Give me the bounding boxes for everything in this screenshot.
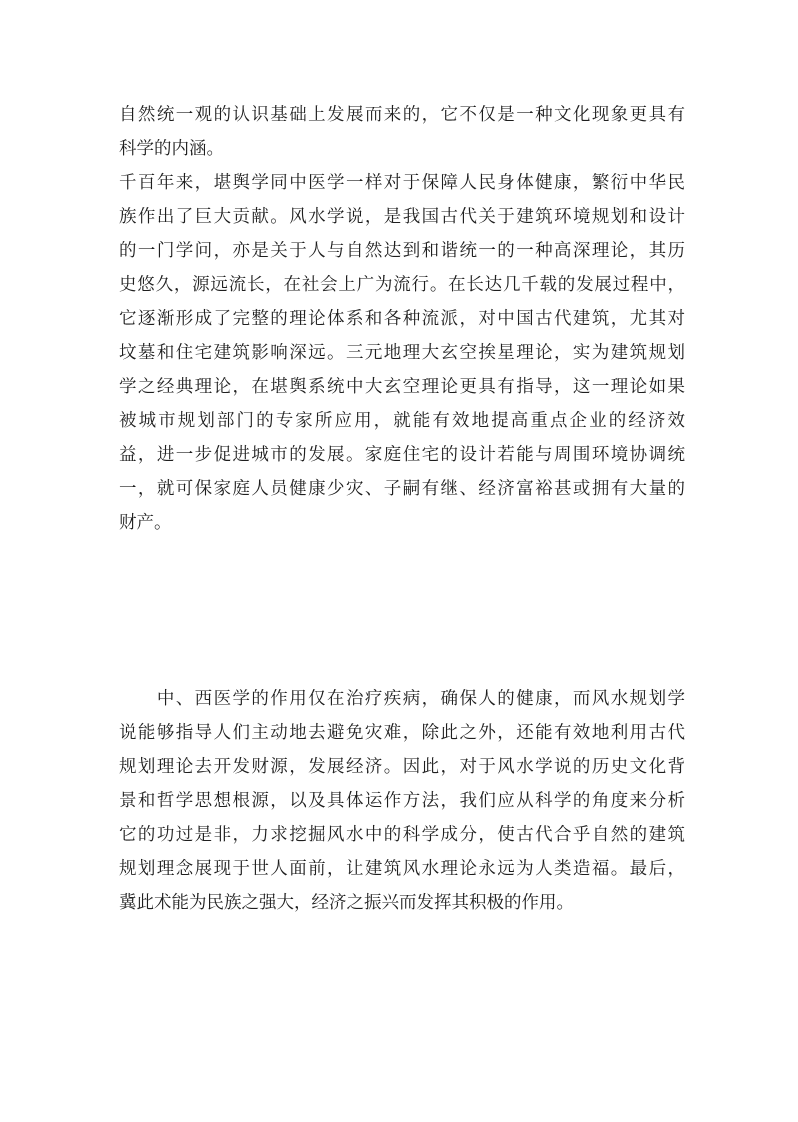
text-line: 冀此术能为民族之强大，经济之振兴而发挥其积极的作用。 [119, 893, 574, 913]
text-line: 的一门学问，亦是关于人与自然达到和谐统一的一种高深理论，其历 [119, 241, 685, 261]
text-line: 它的功过是非，力求挖掘风水中的科学成分，使古代合乎自然的建筑 [119, 825, 685, 845]
text-line: 规划理论去开发财源，发展经济。因此，对于风水学说的历史文化背 [119, 757, 685, 777]
text-line: 科学的内涵。 [119, 139, 224, 159]
text-line: 史悠久，源远流长，在社会上广为流行。在长达几千载的发展过程中， [119, 275, 685, 295]
paragraph-1 [119, 98, 685, 166]
text-line: 说能够指导人们主动地去避免灾难，除此之外，还能有效地利用古代 [119, 723, 685, 743]
text-line: 千百年来，堪舆学同中医学一样对于保障人民身体健康，繁衍中华民 [119, 173, 685, 193]
paragraph-2 [119, 166, 685, 540]
text-line: 规划理念展现于世人面前，让建筑风水理论永远为人类造福。最后， [119, 859, 685, 879]
text-line: 自然统一观的认识基础上发展而来的，它不仅是一种文化现象更具有 [119, 105, 685, 125]
text-line: 族作出了巨大贡献。风水学说，是我国古代关于建筑环境规划和设计 [119, 207, 685, 227]
text-line: 坟墓和住宅建筑影响深远。三元地理大玄空挨星理论，实为建筑规划 [119, 343, 685, 363]
text-line: 它逐渐形成了完整的理论体系和各种流派，对中国古代建筑，尤其对 [119, 309, 685, 329]
paragraph-3 [119, 682, 685, 920]
text-line: 益，进一步促进城市的发展。家庭住宅的设计若能与周围环境协调统 [119, 445, 685, 465]
text-line: 财产。 [119, 513, 172, 533]
text-line: 中、西医学的作用仅在治疗疾病，确保人的健康，而风水规划学 [119, 689, 685, 709]
text-line: 一，就可保家庭人员健康少灾、子嗣有继、经济富裕甚或拥有大量的 [119, 479, 685, 499]
text-line: 学之经典理论，在堪舆系统中大玄空理论更具有指导，这一理论如果 [119, 377, 685, 397]
text-line: 景和哲学思想根源，以及具体运作方法，我们应从科学的角度来分析 [119, 791, 685, 811]
text-line: 被城市规划部门的专家所应用，就能有效地提高重点企业的经济效 [119, 411, 685, 431]
